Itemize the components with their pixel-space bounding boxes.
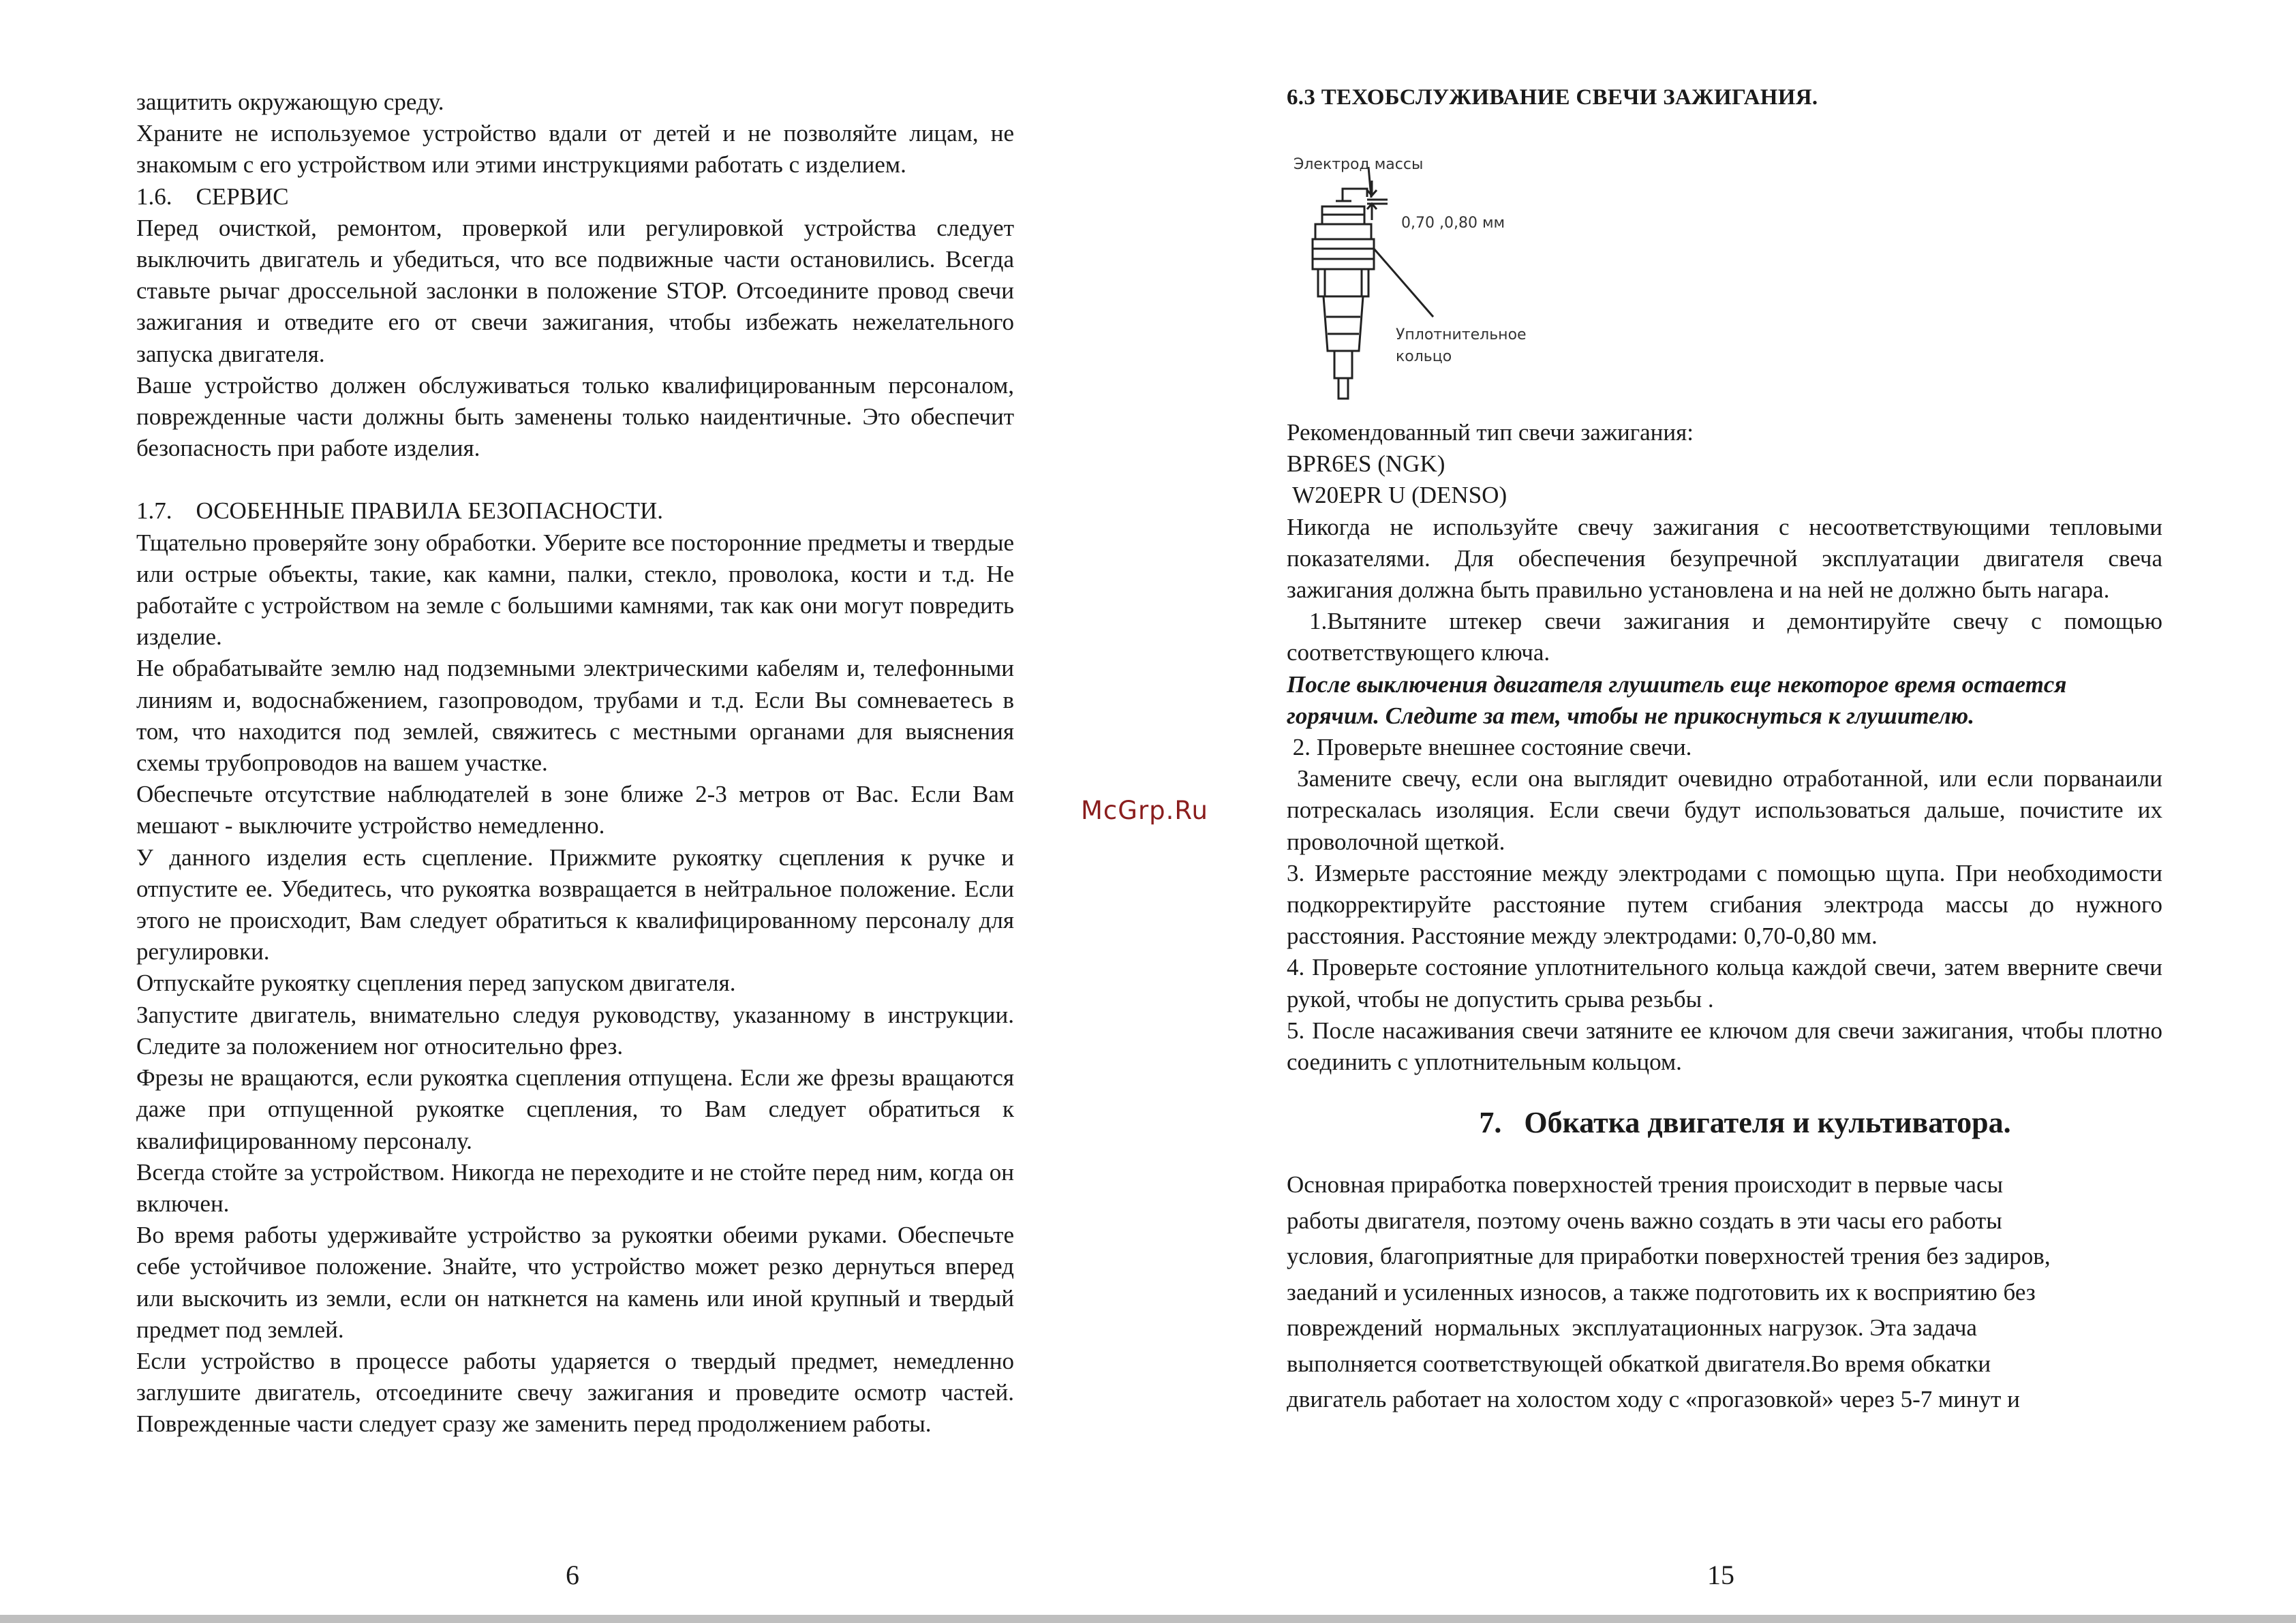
paragraph: Рекомендованный тип свечи зажигания:: [1287, 419, 1694, 446]
page-number-left: 6: [566, 1560, 579, 1590]
paragraph: Никогда не используйте свечу зажигания с несоответствующими тепловыми показателями. Для обеспечения безупречной эксплуатации двигателя свеча зажигания должна быть правильно установлена и на ней не должно быть нагара.: [1287, 513, 2162, 604]
paragraph: 4. Проверьте состояние уплотнительного кольца каждой свечи, затем вверните свечи рукой, чтобы не допустить срыва резьбы .: [1287, 954, 2162, 1013]
paragraph-line: выполняется соответствующей обкаткой двигателя.Во время обкатки: [1287, 1350, 1991, 1377]
warning-text: После выключения двигателя глушитель еще некоторое время остается горячим. Следите за тем, чтобы не прикоснуться к глушителю.: [1287, 670, 2067, 729]
page-number-right: 15: [1707, 1560, 1734, 1590]
paragraph-line: Основная приработка поверхностей трения происходит в первые часы: [1287, 1171, 2004, 1199]
paragraph-line: повреждений нормальных эксплуатационных нагрузок. Эта задача: [1287, 1314, 1977, 1342]
paragraph: BPR6ES (NGK): [1287, 450, 1445, 478]
label-sealing-ring-2: кольцо: [1396, 348, 1452, 365]
paragraph: У данного изделия есть сцепление. Прижмите рукоятку сцепления к ручке и отпустите ее. Убедитесь, что рукоятка возвращается в нейтральное положение. Если этого не происходит, Вам следует обратиться к квалифицированному персоналу для регулировки.: [136, 844, 1014, 965]
paragraph: Замените свечу, если она выглядит очевидно отработанной, или если порванаили потрескалась изоляция. Если свечи будут использоваться дальше, почистите их проволочной щеткой.: [1287, 765, 2169, 855]
paragraph: Ваше устройство должен обслуживаться только квалифицированным персоналом, поврежденные части должны быть заменены только наидентичные. Это обеспечит безопасность при работе изделия.: [136, 371, 1014, 462]
paragraph: 2. Проверьте внешнее состояние свечи.: [1287, 734, 1692, 761]
paragraph: Если устройство в процессе работы ударяется о твердый предмет, немедленно заглушите двигатель, отсоедините свечу зажигания и проведите осмотр частей. Поврежденные части следует сразу же заменить перед продолжением работы.: [136, 1347, 1014, 1438]
label-ground-electrode: Электрод массы: [1294, 156, 1424, 173]
paragraph-line: заеданий и усиленных износов, а также подготовить их к восприятию без: [1287, 1278, 2036, 1305]
service-heading: 1.6. СЕРВИС: [136, 183, 289, 210]
paragraph-line: работы двигателя, поэтому очень важно создать в эти часы его работы: [1287, 1207, 2002, 1234]
paragraph: Обеспечьте отсутствие наблюдателей в зоне ближе 2-3 метров от Вас. Если Вам мешают - выключите устройство немедленно.: [136, 781, 1014, 839]
paragraph: Во время работы удерживайте устройство за рукоятки обеими руками. Обеспечьте себе устойчивое положение. Знайте, что устройство может резко дернуться вперед или выскочить из земли, если он наткнется на камень или иной крупный и твердый предмет под землей.: [136, 1222, 1014, 1343]
watermark: McGrp.Ru: [1081, 796, 1208, 825]
paragraph: Всегда стойте за устройством. Никогда не переходите и не стойте перед ним, когда он включен.: [136, 1158, 1014, 1217]
paragraph: 1.Вытяните штекер свечи зажигания и демонтируйте свечу с помощью соответствующего ключа.: [1287, 608, 2169, 666]
paragraph-line: условия, благоприятные для приработки поверхностей трения без задиров,: [1287, 1243, 2051, 1270]
right-page: [1287, 0, 2169, 1567]
paragraph: Запустите двигатель, внимательно следуя руководству, указанному в инструкции. Следите за положением ног относительно фрез.: [136, 1001, 1014, 1060]
paragraph: 5. После насаживания свечи затяните ее ключом для свечи зажигания, чтобы плотно соединить с уплотнительным кольцом.: [1287, 1017, 2162, 1076]
spark-plug-icon: [1287, 146, 1580, 416]
paragraph: Фрезы не вращаются, если рукоятка сцепления отпущена. Если же фрезы вращаются даже при отпущенной рукоятке сцепления, то Вам следует обратиться к квалифицированному персоналу.: [136, 1064, 1014, 1154]
bottom-divider: [0, 1615, 2296, 1623]
label-sealing-ring-1: Уплотнительное: [1396, 326, 1527, 343]
paragraph: Храните не используемое устройство вдали от детей и не позволяйте лицам, не знакомым с его устройством или этими инструкциями работать с изделием.: [136, 120, 1014, 179]
section-heading-6-3: 6.3 ТЕХОБСЛУЖИВАНИЕ СВЕЧИ ЗАЖИГАНИЯ.: [1287, 85, 1818, 110]
safety-heading: 1.7. ОСОБЕННЫЕ ПРАВИЛА БЕЗОПАСНОСТИ.: [136, 497, 664, 525]
paragraph: Не обрабатывайте землю над подземными электрическими кабелям и, телефонными линиям и, водоснабжением, газопроводом, трубами и т.д. Если Вы сомневаетесь в том, что находится под землей, свяжитесь с местными органами для выяснения схемы трубопроводов на вашем участке.: [136, 655, 1014, 777]
label-gap: 0,70 ,0,80 мм: [1401, 215, 1505, 232]
paragraph: защитить окружающую среду.: [136, 89, 444, 115]
section-heading-7: 7. Обкатка двигателя и культиватора.: [1479, 1106, 2011, 1140]
left-page: [136, 0, 1014, 1440]
paragraph: W20EPR U (DENSO): [1287, 482, 1507, 509]
right-page-text: [1287, 417, 2169, 1418]
paragraph: Тщательно проверяйте зону обработки. Уберите все посторонние предметы и твердые или острые объекты, такие, как камни, палки, стекло, проволока, кости и т.д. Не работайте с устройством на земле с большими камнями, так как они могут повредить изделие.: [136, 529, 1014, 651]
paragraph-line: двигатель работает на холостом ходу с «прогазовкой» через 5-7 минут и: [1287, 1386, 2020, 1413]
paragraph: 3. Измерьте расстояние между электродами с помощью щупа. При необходимости подкорректируйте расстояние путем сгибания электрода массы до нужного расстояния. Расстояние между электродами: 0,70-0,80 мм.: [1287, 859, 2162, 950]
spark-plug-figure: [1287, 146, 1580, 416]
paragraph: Перед очисткой, ремонтом, проверкой или регулировкой устройства следует выключить двигатель и убедиться, что все подвижные части остановились. Всегда ставьте рычаг дроссельной заслонки в положение STOP. Отсоедините провод свечи зажигания и отведите его от свечи зажигания, чтобы избежать нежелательного запуска двигателя.: [136, 214, 1014, 367]
paragraph: Отпускайте рукоятку сцепления перед запуском двигателя.: [136, 970, 736, 997]
